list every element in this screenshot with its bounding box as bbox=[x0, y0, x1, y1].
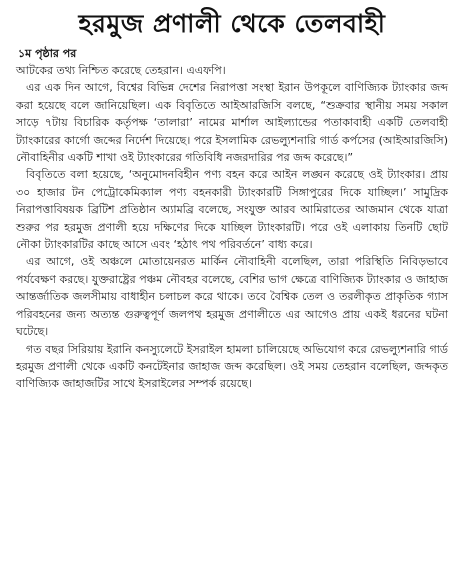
article-paragraph: গত বছর সিরিয়ায় ইরানি কনস্যুলেটে ইসরাইল হামলা চালিয়েছে অভিযোগ করে রেভল্যুশনারি গার্ড হরমুজ প্রণালী থেকে একটি কনটেইনার জাহাজ জব্দ করেছিল। ওই সময় তেহরান বলেছিল, জব্দকৃত বাণিজ্যিক জাহাজটির সাথে ইসরাইলের সম্পর্ক রয়েছে। bbox=[16, 342, 448, 391]
page-jump-label: ১ম পৃষ্ঠার পর bbox=[18, 47, 77, 60]
article-body bbox=[16, 62, 448, 393]
article-paragraph: বিবৃতিতে বলা হয়েছে, ‘অনুমোদনবিহীন পণ্য বহন করে আইন লঙ্ঘন করেছে ওই ট্যাংকার। প্রায় ৩০ হাজার টন পেট্রোকেমিক্যাল পণ্য বহনকারী ট্যাংকারটি সিঙ্গাপুরের দিকে যাচ্ছিল।’ সামুদ্রিক নিরাপত্তাবিষয়ক ব্রিটিশ প্রতিষ্ঠান অ্যামব্রি বলেছে, সংযুক্ত আরব আমিরাতের আজমান থেকে যাত্রা শুরুর পর হরমুজ প্রণালী হয়ে দক্ষিণের দিকে যাচ্ছিল ট্যাংকারটি। পরে ওই এলাকায় তিনটি ছোট নৌকা ট্যাংকারটির কাছে আসে এবং ‘হঠাৎ পথ পরিবর্তনে’ বাধ্য করে। bbox=[16, 168, 448, 252]
article-paragraph: আটকের তথ্য নিশ্চিত করেছে তেহরান। এএফপি। bbox=[16, 64, 226, 77]
article-paragraph: এর আগে, ওই অঞ্চলে মোতায়েনরত মার্কিন নৌবাহিনী বলেছিল, তারা পরিস্থিতি নিবিড়ভাবে পর্যবেক্ষণ করছে। যুক্তরাষ্ট্রের পঞ্চম নৌবহর বলেছে, বেশির ভাগ ক্ষেত্রে বাণিজ্যিক ট্যাংকার ও জাহাজ আন্তর্জাতিক জলসীমায় বাধাহীন চলাচল করে থাকে। তবে বৈশ্বিক তেল ও তরলীকৃত প্রাকৃতিক গ্যাস পরিবহনের জন্য অত্যন্ত গুরুত্বপূর্ণ জলপথ হরমুজ প্রণালীতে এর আগেও প্রায় একই ধরনের ঘটনা ঘটেছে। bbox=[16, 255, 448, 339]
article-headline: হরমুজ প্রণালী থেকে তেলবাহী bbox=[78, 9, 386, 38]
article-paragraph: এর এক দিন আগে, বিশ্বের বিভিন্ন দেশের নিরাপত্তা সংস্থা ইরান উপকূলে বাণিজ্যিক ট্যাংকার জব্দ করা হয়েছে বলে জানিয়েছিল। এক বিবৃতিতে আইআরজিসি বলছে, “শুক্রবার স্থানীয় সময় সকাল সাড়ে ৭টায় বিচারিক কর্তৃপক্ষ ‘তালারা’ নামের মার্শাল আইল্যান্ডের পতাকাবাহী একটি তেলবাহী ট্যাংকারের কার্গো জব্দের নির্দেশ দিয়েছে। পরে ইসলামিক রেভল্যুশনারি গার্ড কর্পসের (আইআরজিসি) নৌবাহিনীর একটি শাখা ওই ট্যাংকারের গতিবিধি নজরদারির পর জব্দ করেছে।” bbox=[16, 81, 448, 165]
